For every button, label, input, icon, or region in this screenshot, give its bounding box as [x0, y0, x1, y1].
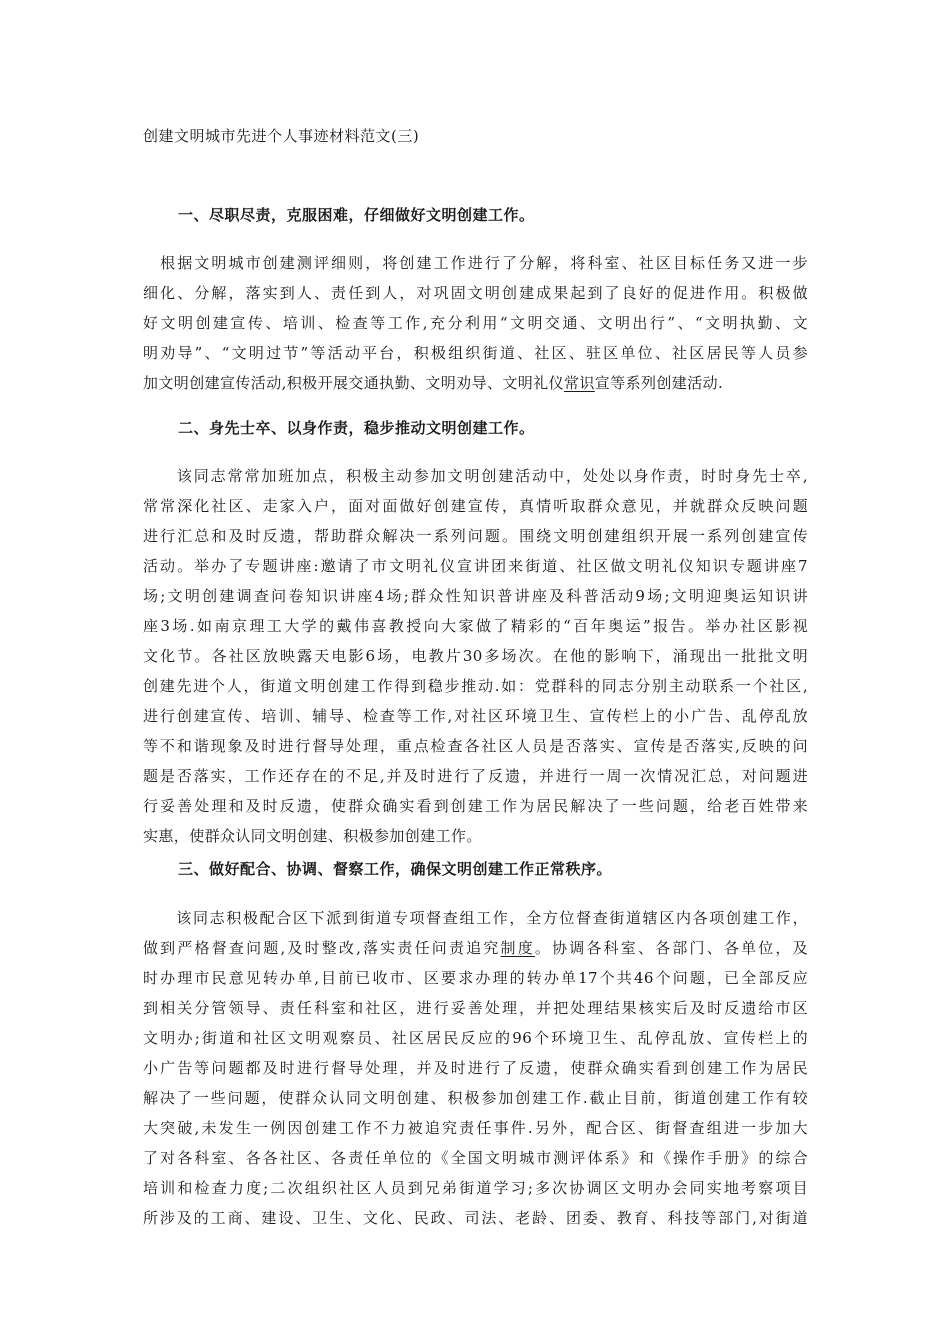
underlined-link-text[interactable]: 常识 [563, 374, 595, 392]
paragraph-line: 文明办;街道和社区文明观察员、社区居民反应的96个环境卫生、乱停乱放、宣传栏上的 [143, 1029, 808, 1047]
paragraph-line: 题是否落实，工作还存在的不足,并及时进行了反遗，并进行一周一次情况汇总，对问题进 [143, 767, 808, 785]
paragraph-line: 座3场.如南京理工大学的戴伟喜教授向大家做了精彩的“百年奥运”报告。举办社区影视 [143, 617, 808, 635]
paragraph-line: 行妥善处理和及时反遗，使群众确实看到创建工作为居民解决了一些问题，给老百姓带来 [143, 797, 808, 815]
paragraph-line: 好文明创建宣传、培训、检查等工作,充分利用“文明交通、文明出行”、“文明执勤、文 [143, 314, 808, 332]
paragraph-line: 场;文明创建调查问卷知识讲座4场;群众性知识普讲座及科普活动9场;文明迎奥运知识讲 [143, 587, 808, 605]
section-heading-3: 三、做好配合、协调、督察工作，确保文明创建工作正常秩序。 [178, 860, 613, 878]
line-text: 做到严格督查问题,及时整改,落实责任问责追究 [143, 939, 501, 957]
paragraph-line: 解决了一些问题，使群众认同文明创建、积极参加创建工作.截止目前，街道创建工作有较 [143, 1089, 808, 1107]
paragraph-line: 该同志积极配合区下派到街道专项督查组工作，全方位督查街道辖区内各项创建工作， [143, 909, 808, 927]
paragraph-line: 该同志常常加班加点，积极主动参加文明创建活动中，处处以身作责，时时身先士卒, [143, 467, 808, 485]
paragraph-line [143, 933, 808, 963]
paragraph-line: 常常深化社区、走家入户，面对面做好创建宣传，真情听取群众意见，并就群众反映问题 [143, 497, 808, 515]
paragraph-line: 到相关分管领导、责任科室和社区，进行妥善处理，并把处理结果核实后及时反遗给市区 [143, 999, 808, 1017]
document-title: 创建文明城市先进个人事迹材料范文(三) [143, 127, 420, 145]
paragraph-line: 明劝导”、“文明过节”等活动平台，积极组织街道、社区、驻区单位、社区居民等人员参 [143, 344, 808, 362]
paragraph-line: 了对各科室、各各社区、各责任单位的《全国文明城市测评体系》和《操作手册》的综合 [143, 1149, 808, 1167]
paragraph-line: 所涉及的工商、建设、卫生、文化、民政、司法、老龄、团委、教育、科技等部门,对街道 [143, 1209, 808, 1227]
section-heading-2: 二、身先士卒、以身作责，稳步推动文明创建工作。 [178, 419, 535, 437]
section-paragraph-1 [143, 248, 808, 398]
paragraph-line: 培训和检查力度;二次组织社区人员到兄弟街道学习;多次协调区文明办会同实地考察项目 [143, 1179, 808, 1197]
paragraph-line: 时办理市民意见转办单,目前已收市、区要求办理的转办单17个共46个问题，已全部反应 [143, 969, 808, 987]
paragraph-line: 活动。举办了专题讲座:邀请了市文明礼仪宣讲团来街道、社区做文明礼仪知识专题讲座7 [143, 557, 808, 575]
paragraph-line: 小广告等问题都及时进行督导处理，并及时进行了反遗，使群众确实看到创建工作为居民 [143, 1059, 808, 1077]
section-paragraph-3 [143, 903, 808, 1233]
line-text: 宣等系列创建活动. [594, 374, 724, 392]
line-text: 加文明创建宣传活动,积极开展交通执勤、文明劝导、文明礼仪 [143, 374, 564, 392]
paragraph-line: 创建先进个人，街道文明创建工作得到稳步推动.如：党群科的同志分别主动联系一个社区, [143, 677, 808, 695]
section-heading-1: 一、尽职尽责，克服困难，仔细做好文明创建工作。 [178, 206, 535, 224]
paragraph-line: 大突破,未发生一例因创建工作不力被追究责任事件.另外，配合区、街督查组进一步加大 [143, 1119, 808, 1137]
paragraph-line [143, 368, 808, 398]
line-text: 。协调各科室、各部门、各单位，及 [534, 939, 808, 957]
section-paragraph-2 [143, 461, 808, 851]
underlined-link-text[interactable]: 制度 [500, 939, 535, 957]
paragraph-line: 等不和谐现象及时进行督导处理，重点检查各社区人员是否落实、宣传是否落实,反映的问 [143, 737, 808, 755]
paragraph-line: 文化节。各社区放映露天电影6场，电教片30多场次。在他的影响下，涌现出一批批文明 [143, 647, 808, 665]
paragraph-line: 进行创建宣传、培训、辅导、检查等工作,对社区环境卫生、宣传栏上的小广告、乱停乱放 [143, 707, 808, 725]
paragraph-line: 实惠，使群众认同文明创建、积极参加创建工作。 [143, 827, 482, 845]
paragraph-line: 进行汇总和及时反遗，帮助群众解决一系列问题。围绕文明创建组织开展一系列创建宣传 [143, 527, 808, 545]
paragraph-line: 根据文明城市创建测评细则，将创建工作进行了分解，将科室、社区目标任务又进一步 [143, 254, 808, 272]
paragraph-line: 细化、分解，落实到人、责任到人，对巩固文明创建成果起到了良好的促进作用。积极做 [143, 284, 808, 302]
